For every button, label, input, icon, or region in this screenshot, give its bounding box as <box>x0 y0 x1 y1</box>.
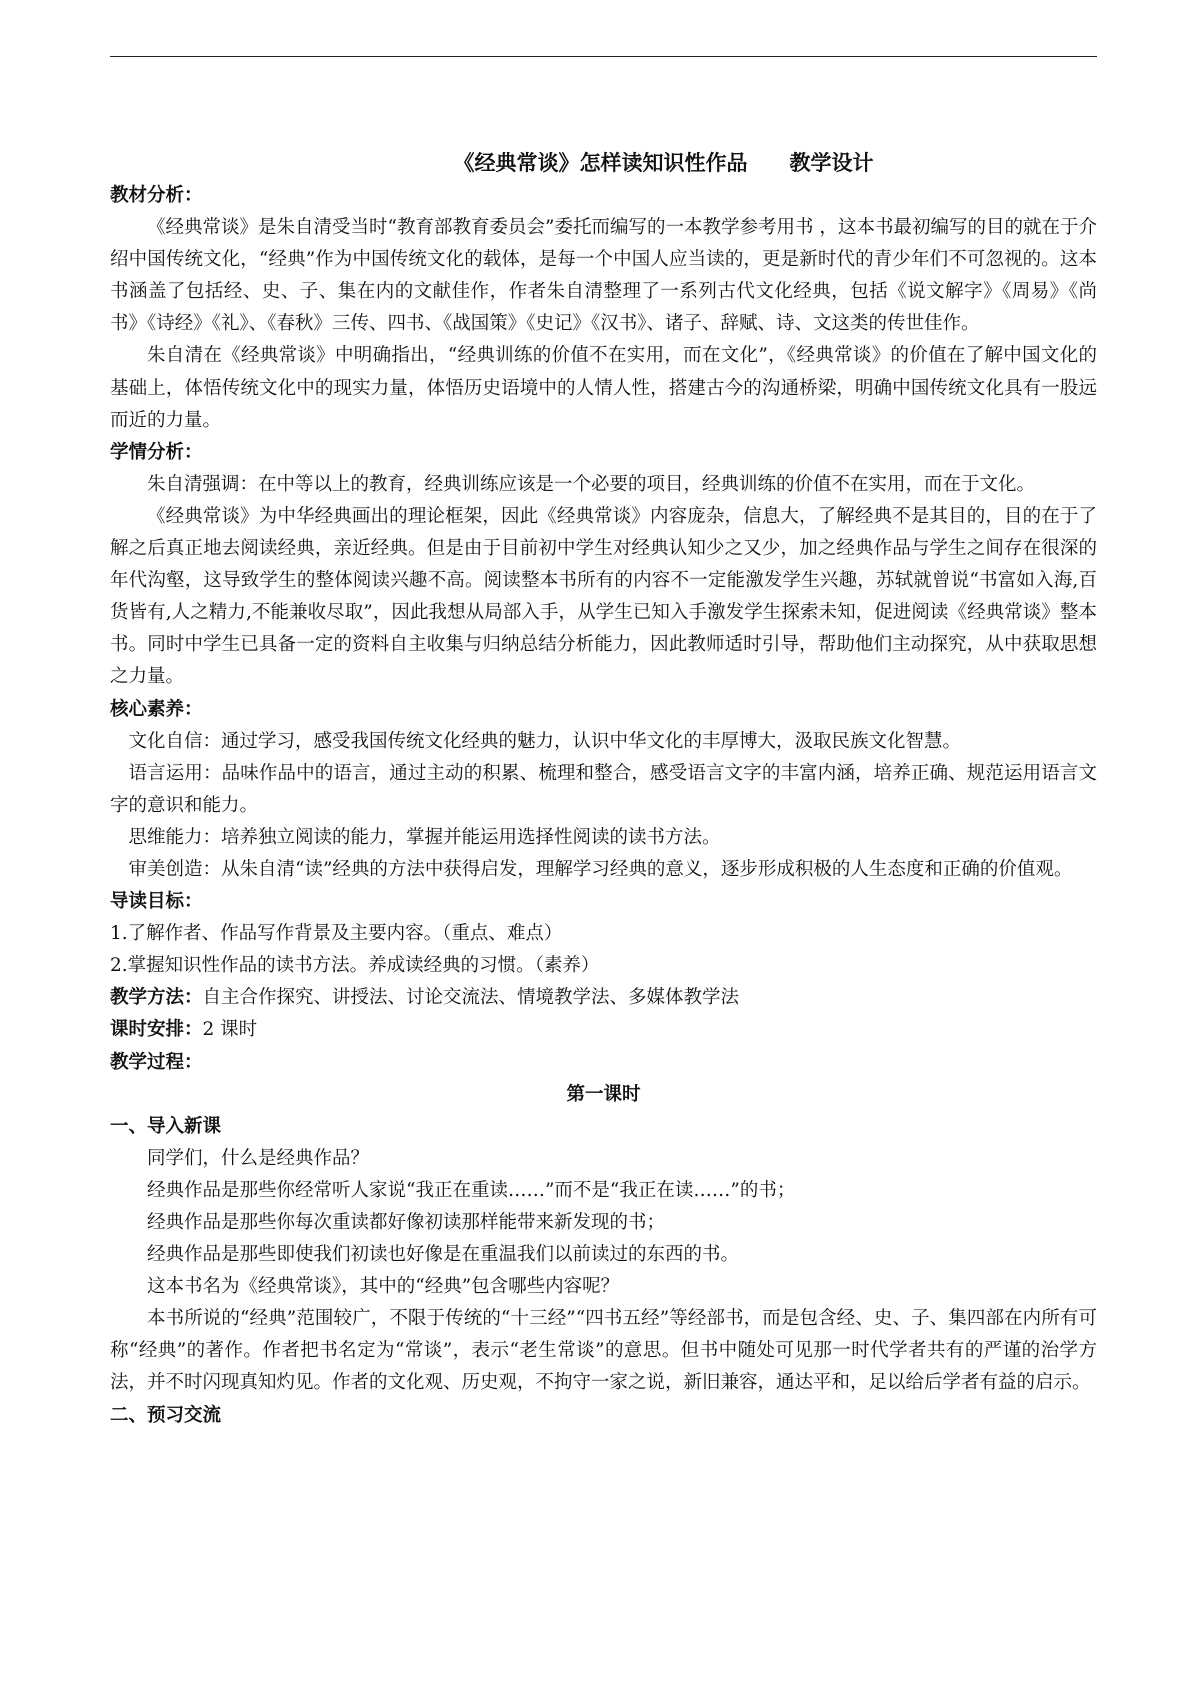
teaching-methods-label: 教学方法： <box>110 987 203 1009</box>
class-schedule-label: 课时安排： <box>110 1019 203 1041</box>
goal-item: 1.了解作者、作品写作背景及主要内容。（重点、难点） <box>110 923 563 945</box>
section-heading-learner-analysis: 学情分析： <box>110 441 203 463</box>
part-heading-preview-exchange: 二、预习交流 <box>110 1404 222 1426</box>
paragraph: 语言运用：品味作品中的语言，通过主动的积累、梳理和整合，感受语言文字的丰富内涵，培养正确、规范运用语言文字的意识和能力。 <box>110 762 1097 816</box>
section-heading-reading-goals: 导读目标： <box>110 891 203 913</box>
part-heading-introduction: 一、导入新课 <box>110 1115 222 1137</box>
section-heading-textbook-analysis: 教材分析： <box>110 185 203 206</box>
header-rule <box>110 56 1097 57</box>
paragraph: 文化自信：通过学习，感受我国传统文化经典的魅力，认识中华文化的丰厚博大，汲取民族文化智慧。 <box>128 730 962 752</box>
paragraph: 这本书名为《经典常谈》，其中的“经典”包含哪些内容呢？ <box>147 1276 620 1298</box>
paragraph: 审美创造：从朱自清“读”经典的方法中获得启发，理解学习经典的意义，逐步形成积极的人生态度和正确的价值观。 <box>128 858 1073 880</box>
lesson-title: 第一课时 <box>566 1083 641 1105</box>
class-schedule-value: 2 课时 <box>202 1019 258 1041</box>
paragraph: 思维能力：培养独立阅读的能力，掌握并能运用选择性阅读的读书方法。 <box>128 826 721 848</box>
paragraph: 经典作品是那些你经常听人家说“我正在重读……”而不是“我正在读……”的书； <box>147 1179 796 1201</box>
paragraph: 朱自清在《经典常谈》中明确指出，“经典训练的价值不在实用，而在文化”，《经典常谈》的价值在了解中国文化的基础上，体悟传统文化中的现实力量，体悟历史语境中的人情人性，搭建古今的沟通桥梁，明确中国传统文化具有一股远而近的力量。 <box>110 345 1097 431</box>
document-body <box>110 146 1097 1432</box>
class-schedule <box>110 1014 1097 1046</box>
paragraph: 经典作品是那些即使我们初读也好像是在重温我们以前读过的东西的书。 <box>147 1244 740 1266</box>
document-title: 《经典常谈》怎样读知识性作品 教学设计 <box>453 150 874 175</box>
section-heading-teaching-process: 教学过程： <box>110 1051 203 1073</box>
paragraph: 经典作品是那些你每次重读都好像初读那样能带来新发现的书； <box>147 1212 666 1233</box>
section-heading-core-literacy: 核心素养： <box>110 698 203 720</box>
teaching-methods-value: 自主合作探究、讲授法、讨论交流法、情境教学法、多媒体教学法 <box>202 987 740 1009</box>
paragraph: 《经典常谈》是朱自清受当时“教育部教育委员会”委托而编写的一本教学参考用书 ，这本书最初编写的目的就在于介绍中国传统文化，“经典”作为中国传统文化的载体，是每一个中国人应当读的，更是新时代的青少年们不可忽视的。这本书涵盖了包括经、史、子、集在内的文献佳作，作者朱自清整理了一系列古代文化经典，包括《说文解字》《周易》《尚书》《诗经》《礼》、《春秋》三传、四书、《战国策》《史记》《汉书》、诸子、辞赋、诗、文这类的传世佳作。 <box>110 217 1097 335</box>
paragraph: 朱自清强调：在中等以上的教育，经典训练应该是一个必要的项目，经典训练的价值不在实用，而在于文化。 <box>147 473 1036 495</box>
paragraph: 《经典常谈》为中华经典画出的理论框架，因此《经典常谈》内容庞杂，信息大，了解经典不是其目的，目的在于了解之后真正地去阅读经典，亲近经典。但是由于目前初中学生对经典认知少之又少，加之经典作品与学生之间存在很深的年代沟壑，这导致学生的整体阅读兴趣不高。阅读整本书所有的内容不一定能激发学生兴趣，苏轼就曾说“书富如入海,百货皆有,人之精力,不能兼收尽取”，因此我想从局部入手，从学生已知入手激发学生探索未知，促进阅读《经典常谈》整本书。同时中学生已具备一定的资料自主收集与归纳总结分析能力，因此教师适时引导，帮助他们主动探究，从中获取思想之力量。 <box>110 505 1097 688</box>
paragraph: 本书所说的“经典”范围较广，不限于传统的“十三经”“四书五经”等经部书，而是包含经、史、子、集四部在内所有可称“经典”的著作。作者把书名定为“常谈”，表示“老生常谈”的意思。但书中随处可见那一时代学者共有的严谨的治学方法，并不时闪现真知灼见。作者的文化观、历史观，不拘守一家之说，新旧兼容，通达平和，足以给后学者有益的启示。 <box>110 1308 1097 1394</box>
goal-item: 2.掌握知识性作品的读书方法。养成读经典的习惯。（素养） <box>110 955 600 977</box>
paragraph: 同学们，什么是经典作品？ <box>147 1147 370 1169</box>
teaching-methods <box>110 982 1097 1014</box>
